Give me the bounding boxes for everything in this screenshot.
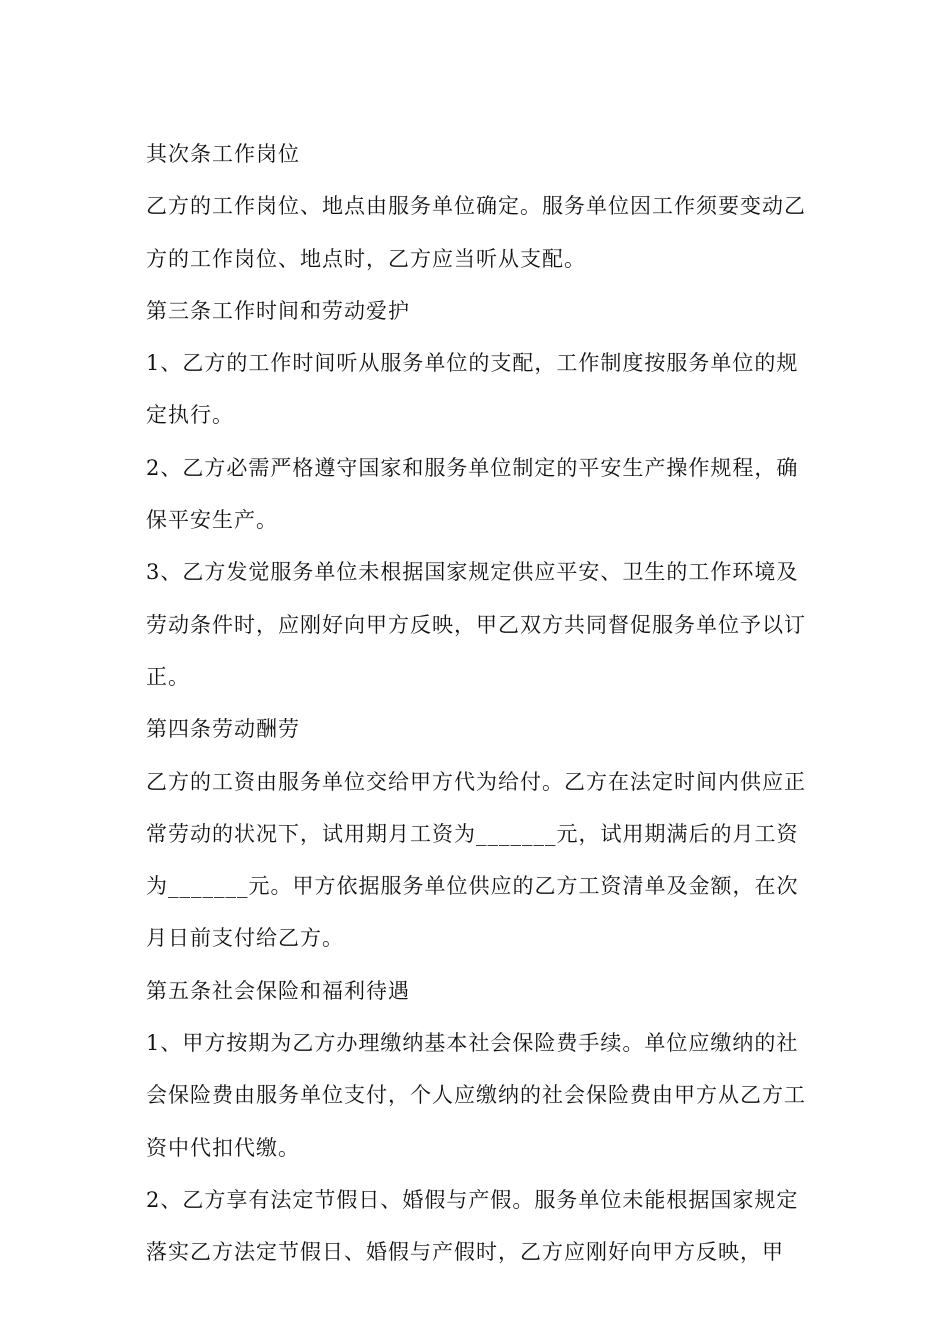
section-heading: 其次条工作岗位 bbox=[146, 142, 300, 166]
paragraph: 2、乙方必需严格遵守国家和服务单位制定的平安生产操作规程，确保平安生产。 bbox=[146, 455, 799, 533]
paragraph: 1、甲方按期为乙方办理缴纳基本社会保险费手续。单位应缴纳的社会保险费由服务单位支付，个人应缴纳的社会保险费由甲方从乙方工资中代扣代缴。 bbox=[146, 1031, 806, 1160]
paragraph: 2、乙方享有法定节假日、婚假与产假。服务单位未能根据国家规定落实乙方法定节假日、婚假与产假时，乙方应刚好向甲方反映，甲 bbox=[146, 1187, 799, 1265]
document-body bbox=[146, 128, 806, 1279]
paragraph: 乙方的工作岗位、地点由服务单位确定。服务单位因工作须要变动乙方的工作岗位、地点时，乙方应当听从支配。 bbox=[146, 194, 806, 271]
section-heading: 第四条劳动酬劳 bbox=[146, 717, 300, 742]
paragraph: 3、乙方发觉服务单位未根据国家规定供应平安、卫生的工作环境及劳动条件时，应刚好向甲方反映，甲乙双方共同督促服务单位予以订正。 bbox=[146, 560, 806, 689]
section-heading: 第五条社会保险和福利待遇 bbox=[146, 978, 410, 1003]
section-heading: 第三条工作时间和劳动爱护 bbox=[146, 298, 410, 323]
paragraph: 1、乙方的工作时间听从服务单位的支配，工作制度按服务单位的规定执行。 bbox=[146, 351, 799, 428]
paragraph: 乙方的工资由服务单位交给甲方代为给付。乙方在法定时间内供应正常劳动的状况下，试用期月工资为_______元，试用期满后的月工资为_______元。甲方依据服务单位供应的乙方工资清单及金额，在次月日前支付给乙方。 bbox=[146, 769, 806, 951]
